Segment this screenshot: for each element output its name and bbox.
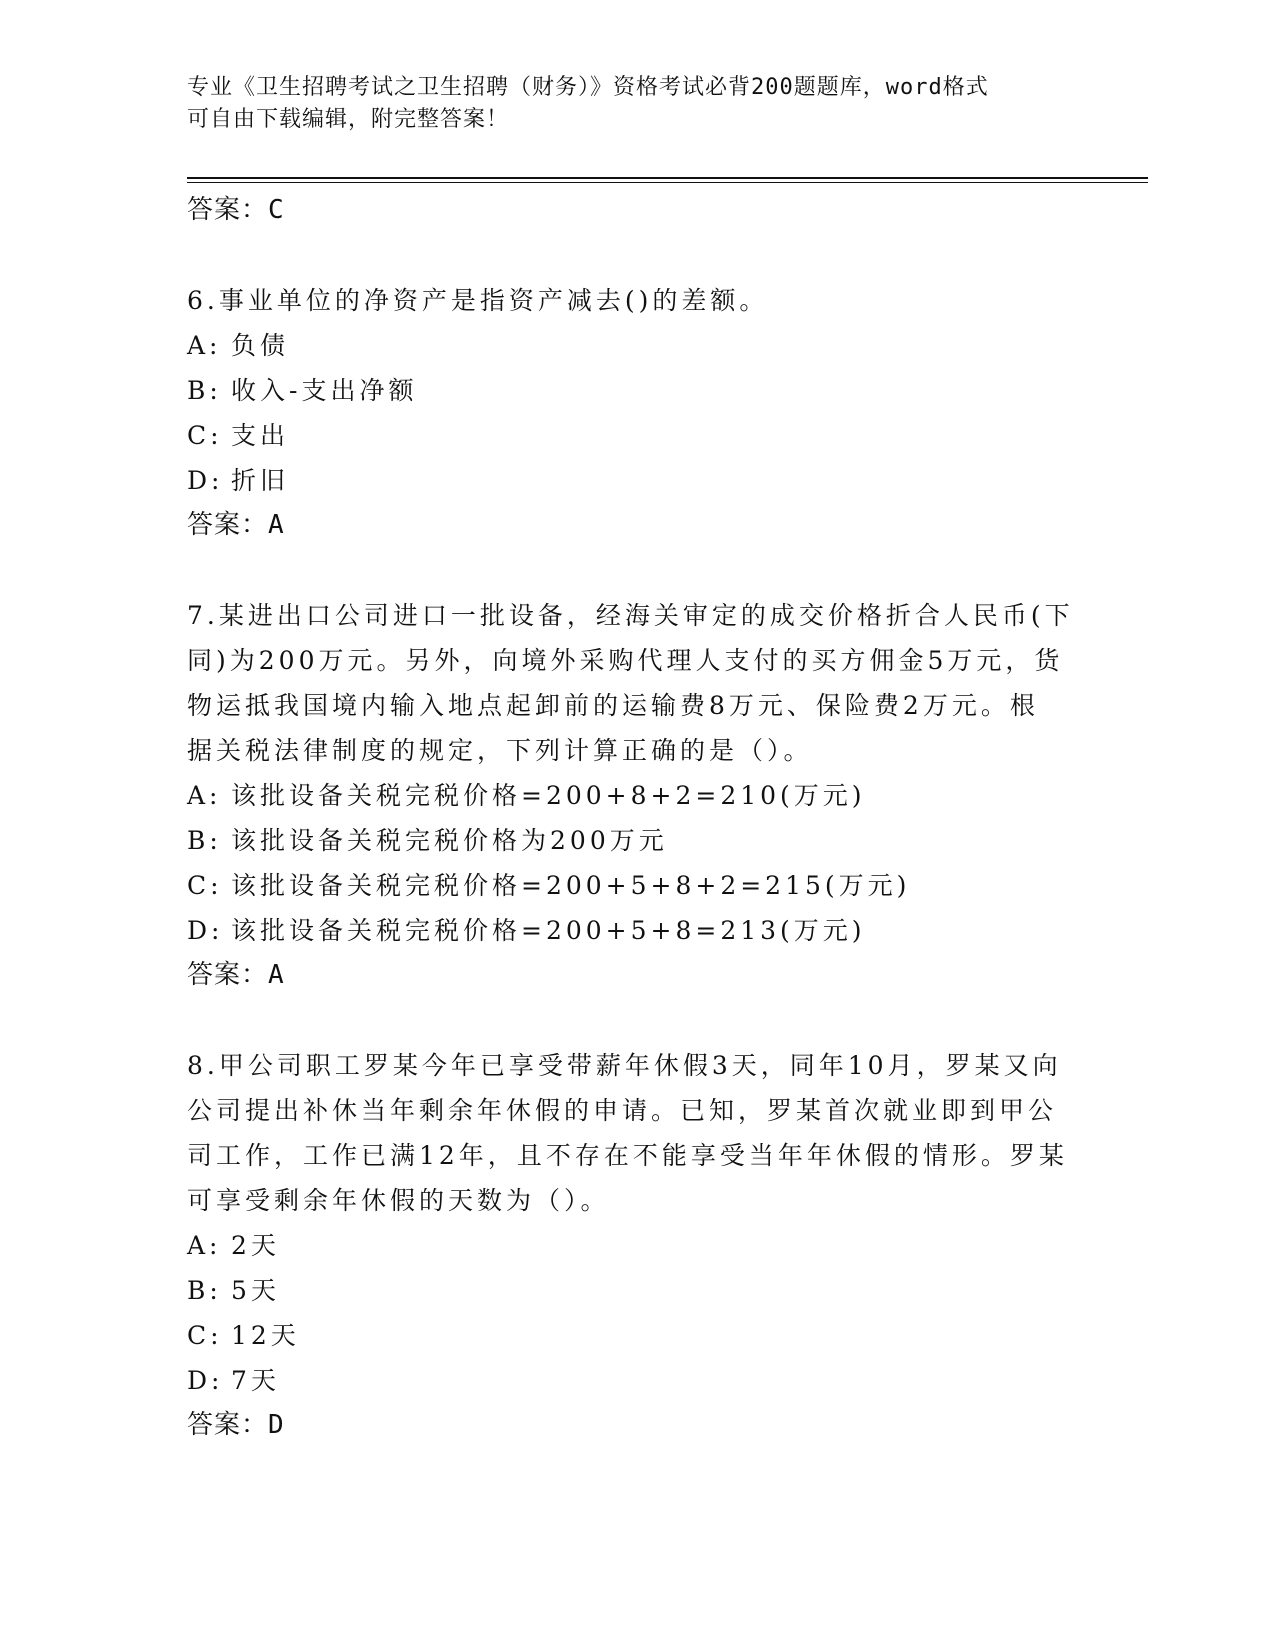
option-a — [187, 323, 1087, 368]
spacer — [187, 233, 1087, 278]
option-text: 该批设备关税完税价格=200+5+8+2=215(万元) — [231, 871, 911, 900]
question-stem-line: 公司提出补休当年剩余年休假的申请。已知，罗某首次就业即到甲公 — [187, 1096, 1058, 1125]
question-7 — [187, 593, 1087, 998]
answer-label: 答案：A — [187, 960, 285, 990]
option-letter: D: — [187, 466, 224, 495]
option-a — [187, 1223, 1087, 1268]
question-stem-line: 7.某进出口公司进口一批设备，经海关审定的成交价格折合人民币(下 — [187, 601, 1074, 630]
option-letter: A: — [187, 1231, 222, 1260]
option-c — [187, 863, 1087, 908]
spacer — [187, 548, 1087, 593]
question-stem-line: 物运抵我国境内输入地点起卸前的运输费8万元、保险费2万元。根 — [187, 691, 1039, 720]
option-letter: C: — [187, 871, 223, 900]
header-line-2: 可自由下载编辑，附完整答案！ — [187, 107, 510, 132]
header-line-1: 专业《卫生招聘考试之卫生招聘（财务）》资格考试必背200题题库，word格式 — [187, 75, 989, 100]
header-divider-thick — [187, 177, 1148, 179]
option-c — [187, 1313, 1087, 1358]
question-list — [187, 188, 1087, 1448]
option-letter: C: — [187, 421, 223, 450]
question-stem-line: 同)为200万元。另外，向境外采购代理人支付的买方佣金5万元，货 — [187, 646, 1064, 675]
option-b — [187, 368, 1087, 413]
option-text: 12天 — [231, 1321, 300, 1350]
option-text: 该批设备关税完税价格=200+5+8=213(万元) — [231, 916, 866, 945]
header-divider-thin — [187, 182, 1148, 183]
option-d — [187, 908, 1087, 953]
option-c — [187, 413, 1087, 458]
option-b — [187, 818, 1087, 863]
option-d — [187, 1358, 1087, 1403]
question-8 — [187, 1043, 1087, 1448]
question-stem-line: 据关税法律制度的规定，下列计算正确的是（）。 — [187, 736, 813, 765]
option-text: 负债 — [231, 331, 290, 360]
option-text: 7天 — [231, 1366, 280, 1395]
document-header — [187, 72, 1067, 136]
option-letter: B: — [187, 376, 222, 405]
option-text: 该批设备关税完税价格=200+8+2=210(万元) — [231, 781, 866, 810]
option-letter: A: — [187, 331, 222, 360]
option-d — [187, 458, 1087, 503]
option-text: 该批设备关税完税价格为200万元 — [231, 826, 668, 855]
option-letter: B: — [187, 826, 222, 855]
option-letter: D: — [187, 1366, 224, 1395]
option-text: 支出 — [231, 421, 290, 450]
question-stem-line: 6.事业单位的净资产是指资产减去()的差额。 — [187, 286, 769, 315]
spacer — [187, 998, 1087, 1043]
option-text: 折旧 — [231, 466, 290, 495]
question-stem-line: 8.甲公司职工罗某今年已享受带薪年休假3天，同年10月，罗某又向 — [187, 1051, 1062, 1080]
option-text: 2天 — [231, 1231, 280, 1260]
option-letter: C: — [187, 1321, 223, 1350]
option-letter: B: — [187, 1276, 222, 1305]
option-letter: A: — [187, 781, 222, 810]
option-text: 5天 — [231, 1276, 280, 1305]
option-b — [187, 1268, 1087, 1313]
option-letter: D: — [187, 916, 224, 945]
question-6 — [187, 278, 1087, 548]
answer-label: 答案：D — [187, 1410, 285, 1440]
option-a — [187, 773, 1087, 818]
answer-label: 答案：A — [187, 510, 285, 540]
previous-answer: 答案：C — [187, 195, 285, 225]
question-stem-line: 司工作，工作已满12年，且不存在不能享受当年年休假的情形。罗某 — [187, 1141, 1068, 1170]
question-stem-line: 可享受剩余年休假的天数为（）。 — [187, 1186, 610, 1215]
option-text: 收入-支出净额 — [231, 376, 418, 405]
